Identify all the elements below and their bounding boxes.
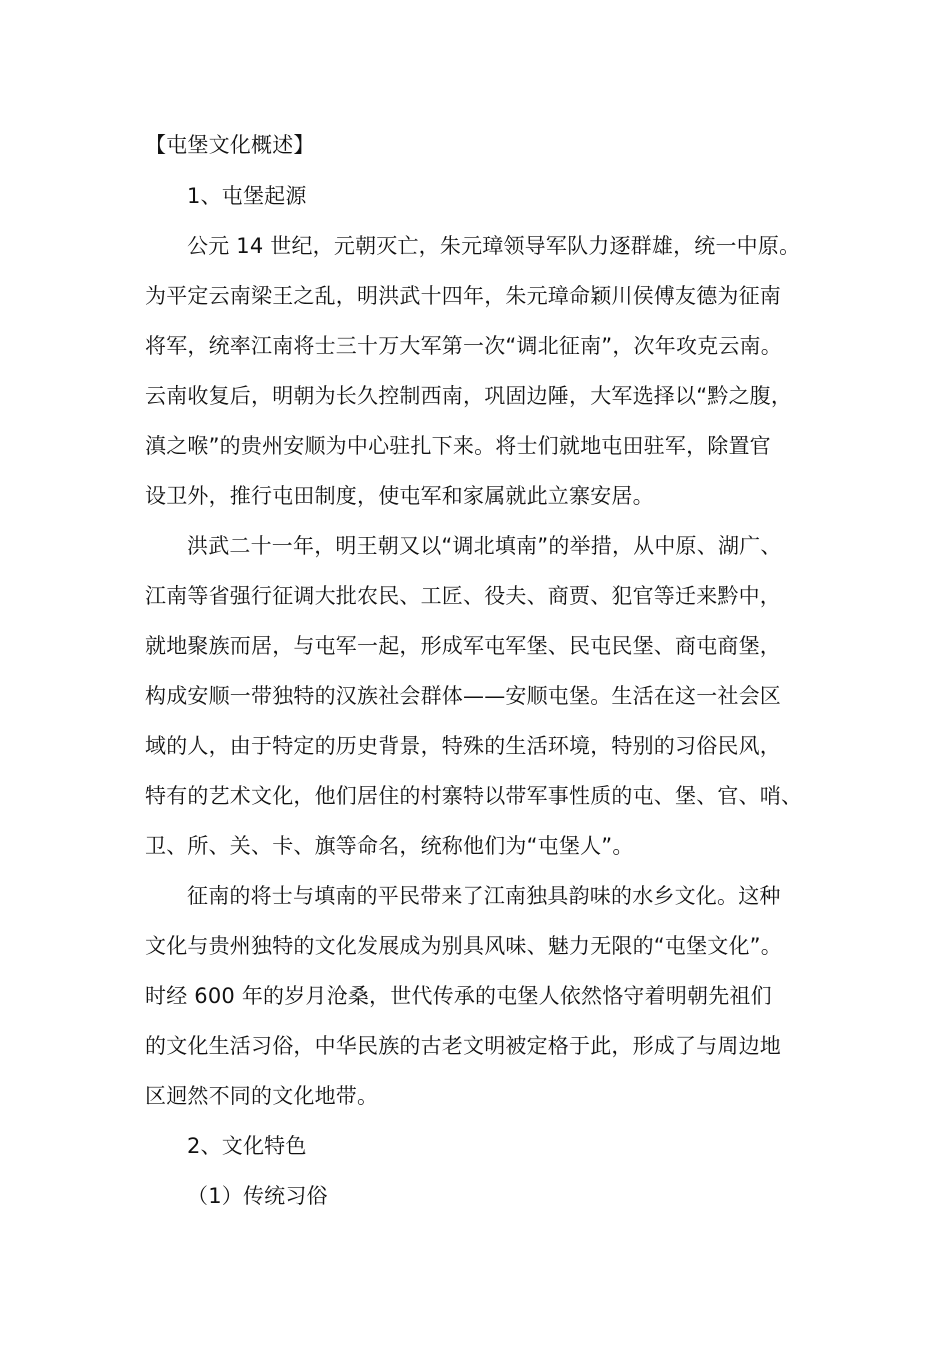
paragraph-line: 特有的艺术文化，他们居住的村寨特以带军事性质的屯、堡、官、哨、 — [145, 784, 803, 808]
section-heading-origin: 1、屯堡起源 — [187, 184, 307, 208]
paragraph-line: 构成安顺一带独特的汉族社会群体——安顺屯堡。生活在这一社会区 — [145, 684, 781, 708]
paragraph-line: 洪武二十一年，明王朝又以“调北填南”的举措，从中原、湖广、 — [187, 534, 782, 558]
paragraph-line: 时经 600 年的岁月沧桑，世代传承的屯堡人依然恪守着明朝先祖们 — [145, 984, 772, 1008]
paragraph-line: 就地聚族而居，与屯军一起，形成军屯军堡、民屯民堡、商屯商堡， — [145, 634, 781, 658]
paragraph-line: 为平定云南梁王之乱，明洪武十四年，朱元璋命颖川侯傅友德为征南 — [145, 284, 781, 308]
paragraph-line: 设卫外，推行屯田制度，使屯军和家属就此立寨安居。 — [145, 484, 654, 508]
paragraph-line: 公元 14 世纪，元朝灭亡，朱元璋领导军队力逐群雄，统一中原。 — [187, 234, 801, 258]
paragraph-line: 征南的将士与填南的平民带来了江南独具韵味的水乡文化。这种 — [187, 884, 781, 908]
document-heading: 【屯堡文化概述】 — [145, 133, 315, 157]
paragraph-line: 江南等省强行征调大批农民、工匠、役夫、商贾、犯官等迁来黔中， — [145, 584, 781, 608]
paragraph-line: 将军，统率江南将士三十万大军第一次“调北征南”，次年攻克云南。 — [145, 334, 782, 358]
paragraph-line: 区迥然不同的文化地带。 — [145, 1084, 379, 1108]
subsection-heading-customs: （1）传统习俗 — [187, 1184, 328, 1208]
paragraph-line: 滇之喉”的贵州安顺为中心驻扎下来。将士们就地屯田驻军，除置官 — [145, 434, 771, 458]
paragraph-line: 的文化生活习俗，中华民族的古老文明被定格于此，形成了与周边地 — [145, 1034, 781, 1058]
paragraph-line: 文化与贵州独特的文化发展成为别具风味、魅力无限的“屯堡文化”。 — [145, 934, 782, 958]
paragraph-line: 卫、所、关、卡、旗等命名，统称他们为“屯堡人”。 — [145, 834, 634, 858]
paragraph-line: 云南收复后，明朝为长久控制西南，巩固边陲，大军选择以“黔之腹， — [145, 384, 793, 408]
paragraph-line: 域的人，由于特定的历史背景，特殊的生活环境，特别的习俗民风， — [145, 734, 781, 758]
section-heading-features: 2、文化特色 — [187, 1134, 307, 1158]
